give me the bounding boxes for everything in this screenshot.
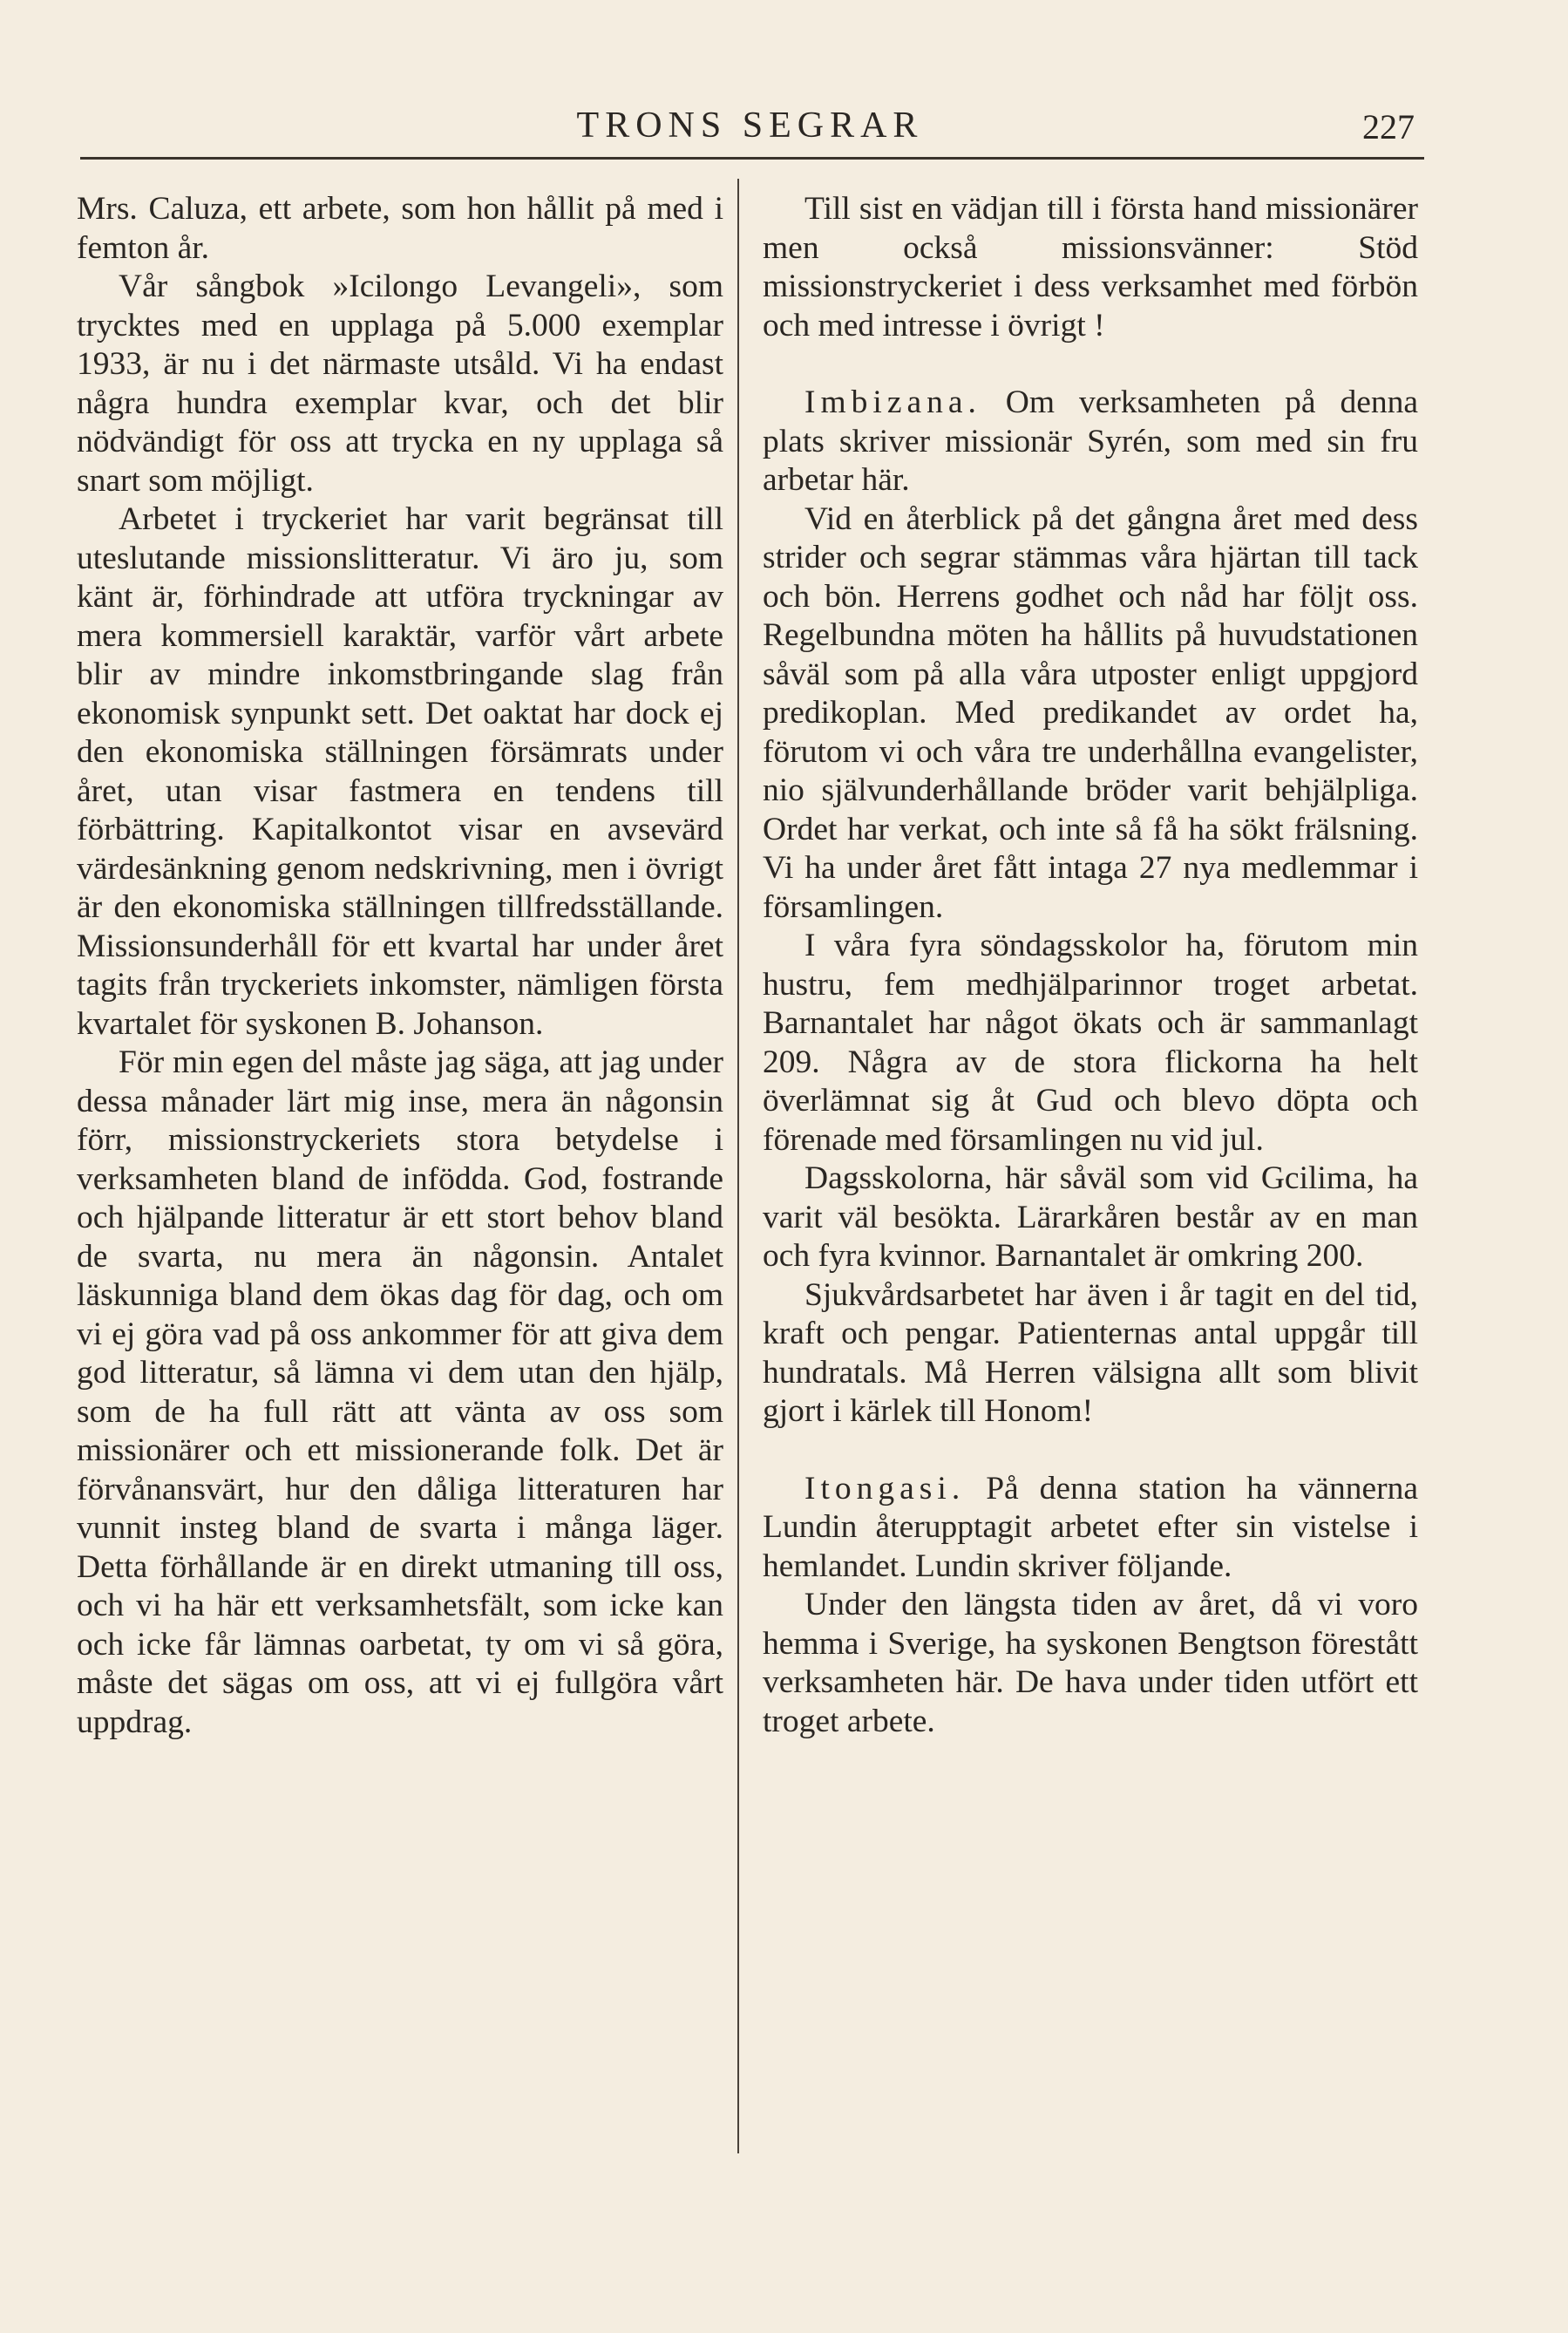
paragraph: Vid en återblick på det gångna året med dess strider och segrar stämmas våra hjärtan till tack och bön. Herrens godhet och nåd har följt oss. Regelbundna möten ha hållits på huvudstationen såväl som på alla våra utposter enligt uppgjord predikoplan. Med predikandet av ordet ha, förutom vi och våra tre underhållna evangelister, nio självunderhållande bröder varit behjälpliga. Ordet har verkat, och inte så få ha sökt frälsning. Vi ha under året fått intaga 27 nya medlemmar i församlingen. [763, 500, 1418, 925]
paragraph: Mrs. Caluza, ett arbete, som hon hållit på med i femton år. [77, 191, 723, 266]
page-number: 227 [1362, 107, 1415, 146]
column-divider [737, 179, 739, 2153]
paragraph: I våra fyra söndagsskolor ha, förutom min hustru, fem medhjälparinnor troget arbetat. Barnantalet har något ökats och är sammanlagt 209. Några av de stora flickorna ha helt överlämnat sig åt Gud och blevo döpta och förenade med församlingen nu vid jul. [763, 928, 1418, 1158]
station-paragraph-itongasi [763, 1470, 1418, 1587]
paragraph: Vår sångbok »Icilongo Levangeli», som trycktes med en upplaga på 5.000 exemplar 1933, är nu i det närmaste utsåld. Vi ha endast några hundra exemplar kvar, och det blir nödvändigt för oss att trycka en ny upplaga så snart som möjligt. [77, 269, 723, 499]
paragraph: Under den längsta tiden av året, då vi voro hemma i Sverige, ha syskonen Bengtson förestått verksamheten här. De hava under tiden utfört ett troget arbete. [763, 1587, 1418, 1739]
left-column [77, 190, 723, 1742]
paragraph: Dagsskolorna, här såväl som vid Gcilima, ha varit väl besökta. Lärarkåren består av en man och fyra kvinnor. Barnantalet är omkring 200. [763, 1160, 1418, 1274]
header-title: TRONS SEGRAR [576, 105, 924, 146]
running-header [80, 98, 1420, 159]
right-column [763, 190, 1418, 1741]
station-name: Imbizana. [804, 384, 981, 420]
paragraph: Till sist en vädjan till i första hand missionärer men också missionsvänner: Stöd missionstryckeriet i dess verksamhet med förbön och med intresse i övrigt ! [763, 191, 1418, 343]
paragraph: Arbetet i tryckeriet har varit begränsat till uteslutande missionslitteratur. Vi äro ju, som känt är, förhindrade att utföra tryckningar av mera kommersiell karaktär, varför vårt arbete blir av mindre inkomstbringande slag från ekonomisk synpunkt sett. Det oaktat har dock ej den ekonomiska ställningen försämrats under året, utan visar fastmera en tendens till förbättring. Kapitalkontot visar en avsevärd värdesänkning genom nedskrivning, men i övrigt är den ekonomiska ställningen tillfredsställande. Missionsunderhåll för ett kvartal har under året tagits från tryckeriets inkomster, nämligen första kvartalet för syskonen B. Johanson. [77, 501, 723, 1042]
station-paragraph-imbizana [763, 384, 1418, 500]
paragraph-text: På denna station ha vännerna Lundin återupptagit arbetet efter sin vistelse i hemlandet. Lundin skriver följande. [763, 1470, 1418, 1584]
header-rule [80, 157, 1424, 160]
station-name: Itongasi. [804, 1470, 966, 1507]
paragraph: För min egen del måste jag säga, att jag under dessa månader lärt mig inse, mera än någonsin förr, missionstryckeriets stora betydelse i verksamheten bland de infödda. God, fostrande och hjälpande litteratur är ett stort behov bland de svarta, nu mera än någonsin. Antalet läskunniga bland dem ökas dag för dag, och om vi ej göra vad på oss ankommer för att giva dem god litteratur, så lämna vi dem utan den hjälp, som de ha full rätt att vänta av oss som missionärer och ett missionerande folk. Det är förvånansvärt, hur den dåliga litteraturen har vunnit insteg bland de svarta i många läger. Detta förhållande är en direkt utmaning till oss, och vi ha här ett verksamhetsfält, som icke kan och icke får lämnas oarbetat, ty om vi så göra, måste det sägas om oss, att vi ej fullgöra vårt uppdrag. [77, 1044, 723, 1740]
paragraph-text: Om verksamheten på denna plats skriver missionär Syrén, som med sin fru arbetar här. [763, 384, 1418, 498]
paragraph: Sjukvårdsarbetet har även i år tagit en del tid, kraft och pengar. Patienternas antal uppgår till hundratals. Må Herren välsigna allt som blivit gjort i kärlek till Honom! [763, 1276, 1418, 1429]
